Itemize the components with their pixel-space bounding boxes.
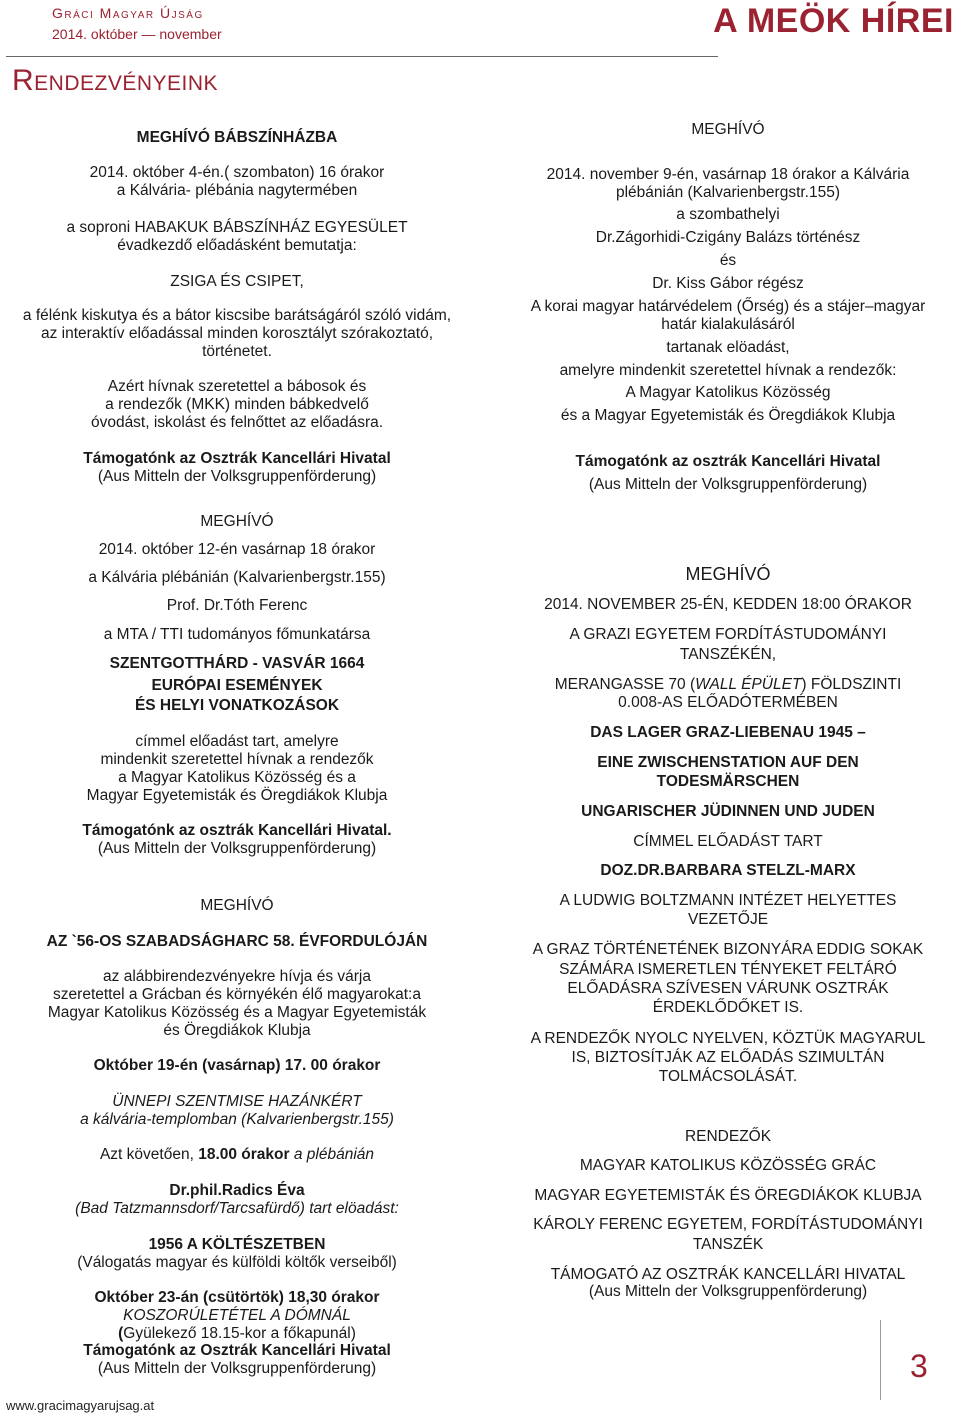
event-sponsor-note: (Aus Mitteln der Volksgruppenförderung)	[97, 840, 377, 857]
event-text: a Magyar Katolikus Közösség és a	[118, 769, 356, 786]
event-text: a MTA / TTI tudományos főmunkatársa	[103, 626, 371, 643]
event-date: 2014. október 12-én vasárnap 18 órakor	[98, 541, 376, 558]
event-building: WALL ÉPÜLET	[695, 676, 802, 693]
event-text: az interaktív előadással minden korosztályt szórakoztató,	[41, 325, 433, 342]
event-text: Magyar Egyetemisták és Öregdiákok Klubja	[86, 787, 388, 804]
header-rule	[6, 56, 718, 57]
event-sponsor-note: (Aus Mitteln der Volksgruppenförderung)	[97, 468, 377, 485]
event-text: és Öregdiákok Klubja	[163, 1022, 311, 1039]
event-lecture-title: UNGARISCHER JÜDINNEN UND JUDEN	[581, 803, 875, 820]
event-sponsor: Támogatónk az osztrák Kancellári Hivatal	[575, 453, 881, 470]
event-title: MEGHÍVÓ	[200, 513, 274, 530]
event-venue: 0.008-AS ELŐADÓTERMÉBEN	[618, 694, 838, 711]
event-text-part: Azt követően,	[99, 1146, 199, 1163]
page-number: 3	[910, 1348, 928, 1384]
event-text: Azért hívnak szeretettel a bábosok és	[107, 378, 367, 395]
event-text: a rendezők (MKK) minden bábkedvelő	[105, 396, 369, 413]
event-text: ELŐADÁSRA SZÍVESEN VÁRUNK OSZTRÁK	[567, 980, 889, 997]
event-venue: plébánián (Kalvarienbergstr.155)	[615, 184, 841, 201]
event-title: MEGHÍVÓ BÁBSZÍNHÁZBA	[136, 129, 338, 146]
event-sponsor: Támogatónk az Osztrák Kancellári Hivatal	[83, 1342, 391, 1359]
event-sponsor-note: (Aus Mitteln der Volksgruppenförderung)	[588, 476, 868, 493]
event-speaker: DOZ.DR.BARBARA STELZL-MARX	[600, 862, 856, 879]
event-lecture-title: 1956 A KÖLTÉSZETBEN	[148, 1236, 326, 1253]
event-text: a szombathelyi	[676, 206, 780, 223]
event-speaker: Dr.phil.Radics Éva	[169, 1182, 305, 1199]
event-lecture-title: határ kialakulásáról	[661, 316, 795, 333]
event-lecture-title: DAS LAGER GRAZ-LIEBENAU 1945 –	[590, 724, 866, 741]
event-venue	[494, 676, 960, 694]
event-text	[6, 1146, 468, 1164]
masthead	[52, 2, 222, 44]
event-text: az alábbirendezvényekre hívja és várja	[103, 968, 371, 985]
event-date: 2014. NOVEMBER 25-ÉN, KEDDEN 18:00 ÓRAKOR	[544, 596, 912, 613]
event-sponsor-note: (Aus Mitteln der Volksgruppenförderung)	[588, 1283, 868, 1300]
event-speaker: Dr.Zágorhidi-Czigány Balázs történész	[595, 229, 861, 246]
organizer: KÁROLY FERENC EGYETEM, FORDÍTÁSTUDOMÁNYI	[533, 1216, 923, 1233]
event-venue: A GRAZI EGYETEM FORDÍTÁSTUDOMÁNYI	[569, 626, 887, 643]
event-text: amelyre mindenkit szeretettel hívnak a rendezők:	[559, 362, 897, 379]
event-title: MEGHÍVÓ	[685, 564, 771, 584]
event-text: mindenkit szeretettel hívnak a rendezők	[100, 751, 374, 768]
event-sponsor: Támogatónk az Osztrák Kancellári Hivatal	[83, 450, 391, 467]
event-text-part: ) FÖLDSZINTI	[801, 676, 902, 693]
event-venue: a Kálvária plébánián (Kalvarienbergstr.155)	[88, 569, 386, 586]
event-text: történetet.	[202, 343, 272, 360]
event-speaker: Dr. Kiss Gábor régész	[652, 275, 804, 292]
event-title: MEGHÍVÓ	[200, 897, 274, 914]
event-text: címmel előadást tart, amelyre	[135, 733, 339, 750]
event-text: a félénk kiskutya és a bátor kiscsibe barátságáról szóló vidám,	[22, 307, 452, 324]
event-date: 2014. október 4-én.( szombaton) 16 órakor	[89, 164, 385, 181]
event-text: óvodást, iskolást és felnőttet az előadásra.	[90, 414, 384, 431]
paren: (	[118, 1325, 124, 1342]
event-text: TOLMÁCSOLÁSÁT.	[658, 1068, 798, 1085]
page-heading: A MEÖK HÍREI	[713, 2, 954, 40]
event-lecture-title: EURÓPAI ESEMÉNYEK	[151, 677, 323, 694]
event-text: szeretettel a Grácban és környékén élő magyarokat:a	[53, 986, 421, 1003]
event-lecture-title: EINE ZWISCHENSTATION AUF DEN	[597, 754, 859, 771]
event-text-part: MERANGASSE 70 (	[554, 676, 696, 693]
event-sponsor: TÁMOGATÓ AZ OSZTRÁK KANCELLÁRI HIVATAL	[550, 1266, 906, 1283]
event-venue: a kálvária-templomban (Kalvarienbergstr.155)	[80, 1111, 394, 1128]
event-wreath-title: KOSZORÚLETÉTEL A DÓMNÁL	[123, 1307, 351, 1324]
event-text: ÉRDEKLŐDŐKET IS.	[652, 999, 804, 1016]
event-lecture-title: ÉS HELYI VONATKOZÁSOK	[134, 697, 340, 714]
event-date: Október 23-án (csütörtök) 18,30 órakor	[94, 1289, 380, 1306]
event-venue: a Kálvária- plébánia nagytermében	[116, 182, 358, 199]
event-venue: a plébánián	[289, 1146, 375, 1163]
event-text: (Válogatás magyar és külföldi költők verseiből)	[77, 1254, 397, 1271]
event-text: A GRAZ TÖRTÉNETÉNEK BIZONYÁRA EDDIG SOKAK	[532, 941, 924, 958]
organizer: TANSZÉK	[692, 1236, 764, 1253]
event-speaker: Prof. Dr.Tóth Ferenc	[166, 597, 308, 614]
event-text: és	[719, 252, 737, 269]
event-title: MEGHÍVÓ	[691, 121, 765, 138]
issue-date: 2014. október — november	[52, 26, 222, 42]
section-title: Rendezvényeink	[12, 64, 219, 97]
event-text: CÍMMEL ELŐADÁST TART	[633, 833, 823, 850]
event-text: SZÁMÁRA ISMERETLEN TÉNYEKET FELTÁRÓ	[559, 961, 897, 978]
event-sponsor: Támogatónk az osztrák Kancellári Hivatal.	[82, 822, 392, 839]
event-text: évadkezdő előadásként bemutatja:	[117, 237, 357, 254]
event-lecture-title: TODESMÄRSCHEN	[656, 773, 800, 790]
footer-divider	[880, 1320, 881, 1400]
event-lecture-title: A korai magyar határvédelem (Őrség) és a stájer–magyar	[530, 298, 926, 315]
event-date: Október 19-én (vasárnap) 17. 00 órakor	[93, 1057, 381, 1074]
organizer: MAGYAR KATOLIKUS KÖZÖSSÉG GRÁC	[579, 1157, 877, 1174]
publication-name: Gráci Magyar Újság	[52, 5, 204, 21]
footer-url: www.gracimagyarujsag.at	[6, 1398, 155, 1413]
event-text: A Magyar Katolikus Közösség	[625, 384, 831, 401]
event-show-title: ZSIGA ÉS CSIPET,	[170, 273, 304, 290]
event-date: 2014. november 9-én, vasárnap 18 órakor a Kálvária	[546, 166, 910, 183]
event-speaker-role: A LUDWIG BOLTZMANN INTÉZET HELYETTES	[559, 892, 897, 909]
event-text: A RENDEZŐK NYOLC NYELVEN, KÖZTÜK MAGYARUL	[530, 1030, 926, 1047]
event-text-part: Gyülekező 18.15-kor a főkapunál)	[123, 1325, 356, 1342]
event-text	[6, 1325, 468, 1343]
organizer: MAGYAR EGYETEMISTÁK ÉS ÖREGDIÁKOK KLUBJA	[534, 1187, 922, 1204]
event-speaker-role: VEZETŐJE	[687, 911, 769, 928]
event-time: 18.00 órakor	[198, 1146, 290, 1163]
event-sponsor-note: (Aus Mitteln der Volksgruppenförderung)	[97, 1360, 377, 1377]
event-heading: AZ `56-OS SZABADSÁGHARC 58. ÉVFORDULÓJÁN	[46, 933, 428, 950]
event-venue: TANSZÉKÉN,	[679, 646, 777, 663]
event-text: Magyar Katolikus Közösség és a Magyar Egyetemisták	[47, 1004, 427, 1021]
event-text: tartanak elöadást,	[666, 339, 790, 356]
event-text: IS, BIZTOSÍTJÁK AZ ELŐADÁS SZIMULTÁN	[571, 1049, 885, 1066]
event-text: a soproni HABAKUK BÁBSZÍNHÁZ EGYESÜLET	[66, 219, 408, 236]
event-mass-title: ÜNNEPI SZENTMISE HAZÁNKÉRT	[112, 1093, 362, 1110]
event-speaker-origin: (Bad Tatzmannsdorf/Tarcsafürdő) tart elöadást:	[75, 1200, 399, 1217]
event-text: és a Magyar Egyetemisták és Öregdiákok Klubja	[560, 407, 896, 424]
event-lecture-title: SZENTGOTTHÁRD - VASVÁR 1664	[109, 655, 365, 672]
organizers-title: RENDEZŐK	[684, 1128, 772, 1145]
